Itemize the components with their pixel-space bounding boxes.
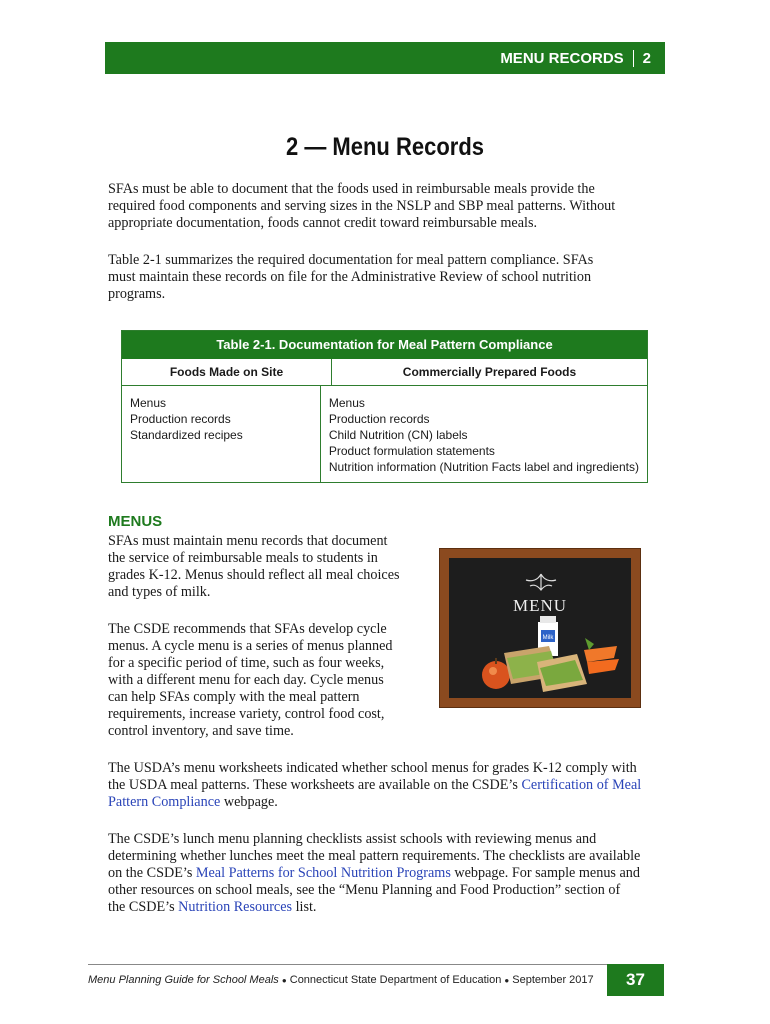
text-span: the USDA meal patterns. These worksheets are available on the CSDE’s <box>108 777 522 793</box>
nutrition-resources-link[interactable]: Nutrition Resources <box>178 899 293 915</box>
footer-guide-title: Menu Planning Guide for School Meals <box>88 974 279 986</box>
menus-paragraph-2 <box>108 621 392 740</box>
chalkboard <box>449 558 631 698</box>
text-span: webpage. <box>220 794 278 810</box>
text-line <box>108 899 640 916</box>
text-line: can help SFAs comply with the meal pattern <box>108 689 360 705</box>
text-span: on the CSDE’s <box>108 865 196 881</box>
list-item: Product formulation statements <box>328 444 495 458</box>
page-number: 37 <box>607 964 664 996</box>
menu-board-illustration <box>439 548 641 708</box>
text-line: and types of milk. <box>108 584 211 600</box>
certification-link-part-1[interactable]: Certification of Meal <box>521 777 642 793</box>
certification-link-part-2[interactable]: Pattern Compliance <box>108 794 221 810</box>
list-item: Menus <box>328 396 365 410</box>
table-header-row <box>122 359 647 386</box>
text-line: control inventory, and save time. <box>108 723 294 739</box>
text-line: SFAs must be able to document that the foods used in reimbursable meals provide the <box>108 181 595 197</box>
table-header-commercially-prepared: Commercially Prepared Foods <box>402 365 577 379</box>
section-header-title: MENU RECORDS <box>500 49 624 67</box>
meal-patterns-link[interactable]: Meal Patterns for School Nutrition Programs <box>195 865 451 881</box>
intro-paragraph-2 <box>108 252 593 303</box>
text-line: The USDA’s menu worksheets indicated whether school menus for grades K-12 comply with <box>108 760 637 776</box>
footer-date: September 2017 <box>512 974 594 986</box>
intro-paragraph-1 <box>108 181 615 232</box>
text-line <box>108 777 641 794</box>
table-cell-commercially-prepared <box>321 386 647 482</box>
text-line: programs. <box>108 286 166 302</box>
text-line: Table 2-1 summarizes the required documentation for meal pattern compliance. SFAs <box>108 252 594 268</box>
text-line <box>108 794 641 811</box>
table-header-foods-made-on-site: Foods Made on Site <box>122 359 332 385</box>
menus-paragraph-1 <box>108 533 400 601</box>
text-line: the service of reimbursable meals to students in <box>108 550 378 566</box>
list-item: Child Nutrition (CN) labels <box>328 428 468 442</box>
text-span: the CSDE’s <box>108 899 179 915</box>
text-line: for a specific period of time, such as four weeks, <box>108 655 385 671</box>
documentation-table <box>121 330 648 483</box>
page-title: 2 — Menu Records <box>285 133 485 161</box>
section-header-bar <box>105 42 665 74</box>
table-body-row <box>122 386 647 482</box>
list-item: Nutrition information (Nutrition Facts label and ingredients) <box>328 460 639 474</box>
text-line: required food components and serving sizes in the NSLP and SBP meal patterns. Without <box>108 198 616 214</box>
text-line <box>108 865 640 882</box>
text-line: determining whether lunches meet the meal pattern requirements. The checklists are available <box>108 848 641 864</box>
text-line: The CSDE recommends that SFAs develop cycle <box>108 621 387 637</box>
list-item: Standardized recipes <box>130 428 243 442</box>
lunch-food-icon <box>449 558 631 698</box>
section-header-number: 2 <box>642 49 651 67</box>
footer-department: Connecticut State Department of Education <box>289 974 502 986</box>
text-line: appropriate documentation, foods cannot credit toward reimbursable meals. <box>108 215 538 231</box>
footer-text <box>88 974 594 986</box>
milk-label: Milk <box>542 635 554 641</box>
text-line: menus. A cycle menu is a series of menus planned <box>108 638 393 654</box>
footer-bullet: ● <box>281 976 287 985</box>
menus-paragraph-4 <box>108 831 640 916</box>
list-item: Menus <box>130 396 167 410</box>
header-separator <box>633 50 634 67</box>
footer-divider <box>88 964 608 965</box>
section-heading-menus: MENUS <box>108 513 163 530</box>
menu-board-text: MENU <box>512 596 568 615</box>
menus-paragraph-3 <box>108 760 641 811</box>
text-line: SFAs must maintain menu records that document <box>108 533 388 549</box>
text-line: with a different menu for each day. Cycle menus <box>108 672 384 688</box>
list-item: Production records <box>130 412 231 426</box>
table-cell-foods-made-on-site <box>122 386 321 482</box>
text-span: webpage. For sample menus and <box>450 865 640 881</box>
text-line: other resources on school meals, see the “Menu Planning and Food Production” section of <box>108 882 621 898</box>
text-line: requirements, increase variety, control food cost, <box>108 706 385 722</box>
text-line: grades K-12. Menus should reflect all meal choices <box>108 567 400 583</box>
list-item: Production records <box>328 412 430 426</box>
text-line: must maintain these records on file for the Administrative Review of school nutrition <box>108 269 592 285</box>
text-span: list. <box>292 899 317 915</box>
footer-bullet: ● <box>504 976 510 985</box>
table-title: Table 2-1. Documentation for Meal Pattern Compliance <box>122 331 647 359</box>
text-line: The CSDE’s lunch menu planning checklists assist schools with reviewing menus and <box>108 831 597 847</box>
